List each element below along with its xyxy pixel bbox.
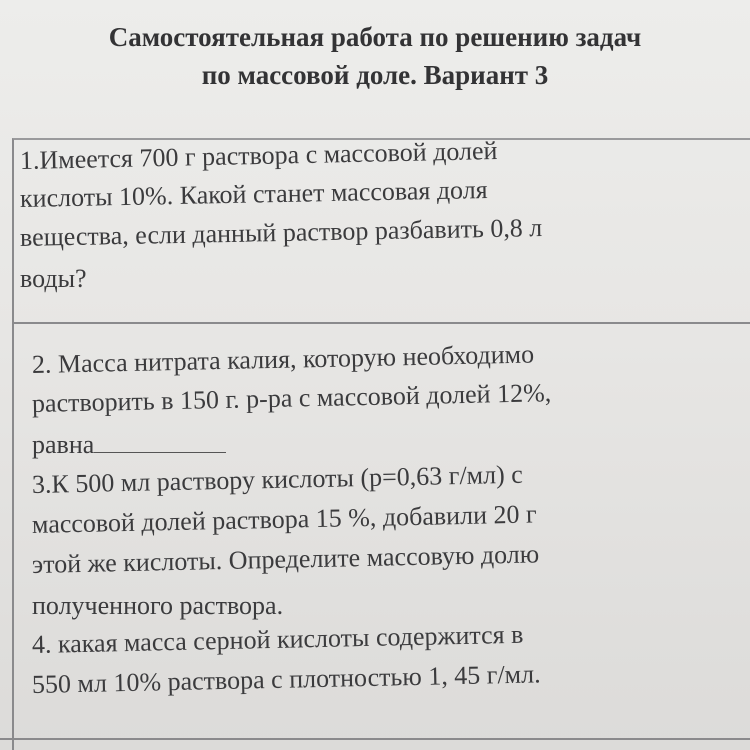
- task-3-line-2: массовой долей раствора 15 %, добавили 20 г: [31, 499, 537, 539]
- task-2-line-2: растворить в 150 г. р-ра с массовой долей 12%,: [31, 378, 552, 418]
- task-4-line-1: 4. какая масса серной кислоты содержится в: [31, 619, 524, 659]
- task-2-line-3: [32, 430, 226, 460]
- task-1-line-2: кислоты 10%. Какой станет массовая доля: [19, 175, 488, 213]
- task-1-line-4: воды?: [20, 264, 87, 293]
- worksheet-title: [0, 18, 750, 94]
- answer-blank: [94, 430, 226, 453]
- task-2-line-1: 2. Масса нитрата калия, которую необходимо: [31, 339, 535, 379]
- task-divider: [12, 322, 750, 324]
- title-line-2: по массовой доле. Вариант 3: [201, 60, 549, 90]
- task-1-line-1: 1.Имеется 700 г раствора с массовой долей: [19, 136, 498, 175]
- task-2-answer-prompt: равна: [32, 430, 95, 459]
- task-4-line-2: 550 мл 10% раствора с плотностью 1, 45 г/мл.: [31, 659, 541, 699]
- title-line-1: Самостоятельная работа по решению задач: [108, 22, 642, 52]
- bottom-rule: [0, 738, 750, 740]
- task-3-line-3: этой же кислоты. Определите массовую долю: [31, 539, 540, 579]
- task-3-line-1: 3.К 500 мл раствору кислоты (р=0,63 г/мл) с: [31, 459, 524, 499]
- task-1-line-3: вещества, если данный раствор разбавить 0,8 л: [19, 212, 543, 252]
- task-3-line-4: полученного раствора.: [32, 591, 284, 620]
